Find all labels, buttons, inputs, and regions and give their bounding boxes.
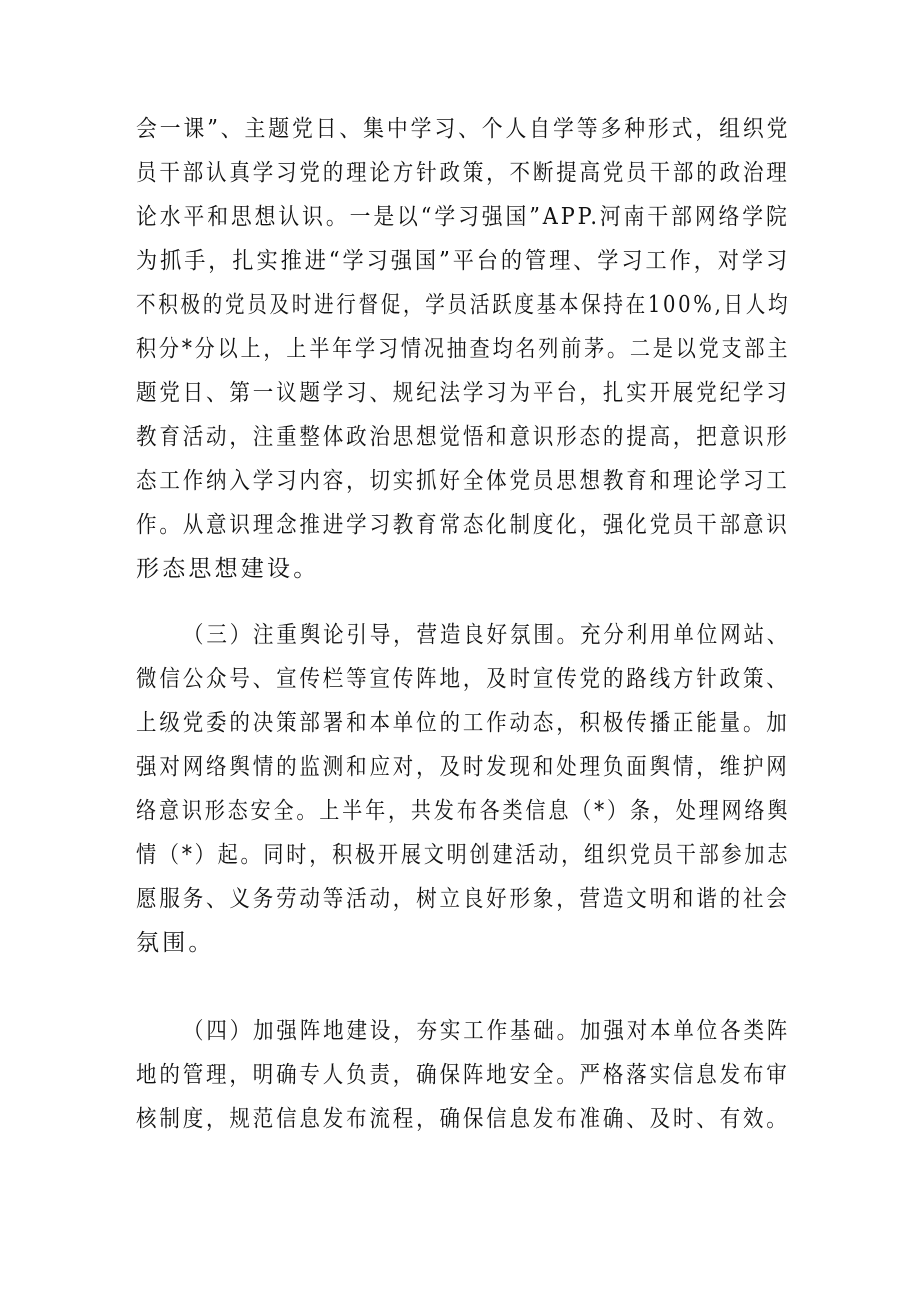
text-line: 核制度，规范信息发布流程，确保信息发布准确、及时、有效。 (136, 1106, 790, 1132)
text-line: 氛围。 (136, 930, 215, 956)
text-line: 地的管理，明确专人负责，确保阵地安全。严格落实信息发布审 (136, 1062, 790, 1088)
text-line: 为抓手，扎实推进“学习强国”平台的管理、学习工作，对学习 (136, 248, 791, 274)
text-line: 微信公众号、宣传栏等宣传阵地，及时宣传党的路线方针政策、 (136, 666, 790, 692)
text-line: 形态思想建设。 (136, 556, 320, 582)
text-line: 会一课”、主题党日、集中学习、个人自学等多种形式，组织党 (136, 116, 791, 142)
text-line: 教育活动，注重整体政治思想觉悟和意识形态的提高，把意识形 (136, 424, 790, 450)
text-line: 员干部认真学习党的理论方针政策，不断提高党员干部的政治理 (136, 160, 790, 186)
text-line: （三）注重舆论引导，营造良好氛围。充分利用单位网站、 (183, 622, 791, 648)
text-line: 情（*）起。同时，积极开展文明创建活动，组织党员干部参加志 (136, 842, 791, 868)
text-line: 作。从意识理念推进学习教育常态化制度化，强化党员干部意识 (136, 512, 790, 538)
text-line: 态工作纳入学习内容，切实抓好全体党员思想教育和理论学习工 (136, 468, 790, 494)
text-line: 愿服务、义务劳动等活动，树立良好形象，营造文明和谐的社会 (136, 886, 790, 912)
text-line: （四）加强阵地建设，夯实工作基础。加强对本单位各类阵 (183, 1018, 791, 1044)
text-line: 论水平和思想认识。一是以“学习强国”APP.河南干部网络学院 (136, 204, 790, 230)
text-line: 题党日、第一议题学习、规纪法学习为平台，扎实开展党纪学习 (136, 380, 790, 406)
text-line: 积分*分以上，上半年学习情况抽查均名列前茅。二是以党支部主 (136, 336, 791, 362)
text-line: 强对网络舆情的监测和应对，及时发现和处理负面舆情，维护网 (136, 754, 790, 780)
text-line: 络意识形态安全。上半年，共发布各类信息（*）条，处理网络舆 (136, 798, 791, 824)
text-line: 上级党委的决策部署和本单位的工作动态，积极传播正能量。加 (136, 710, 790, 736)
text-line: 不积极的党员及时进行督促，学员活跃度基本保持在100%,日人均 (136, 292, 791, 318)
